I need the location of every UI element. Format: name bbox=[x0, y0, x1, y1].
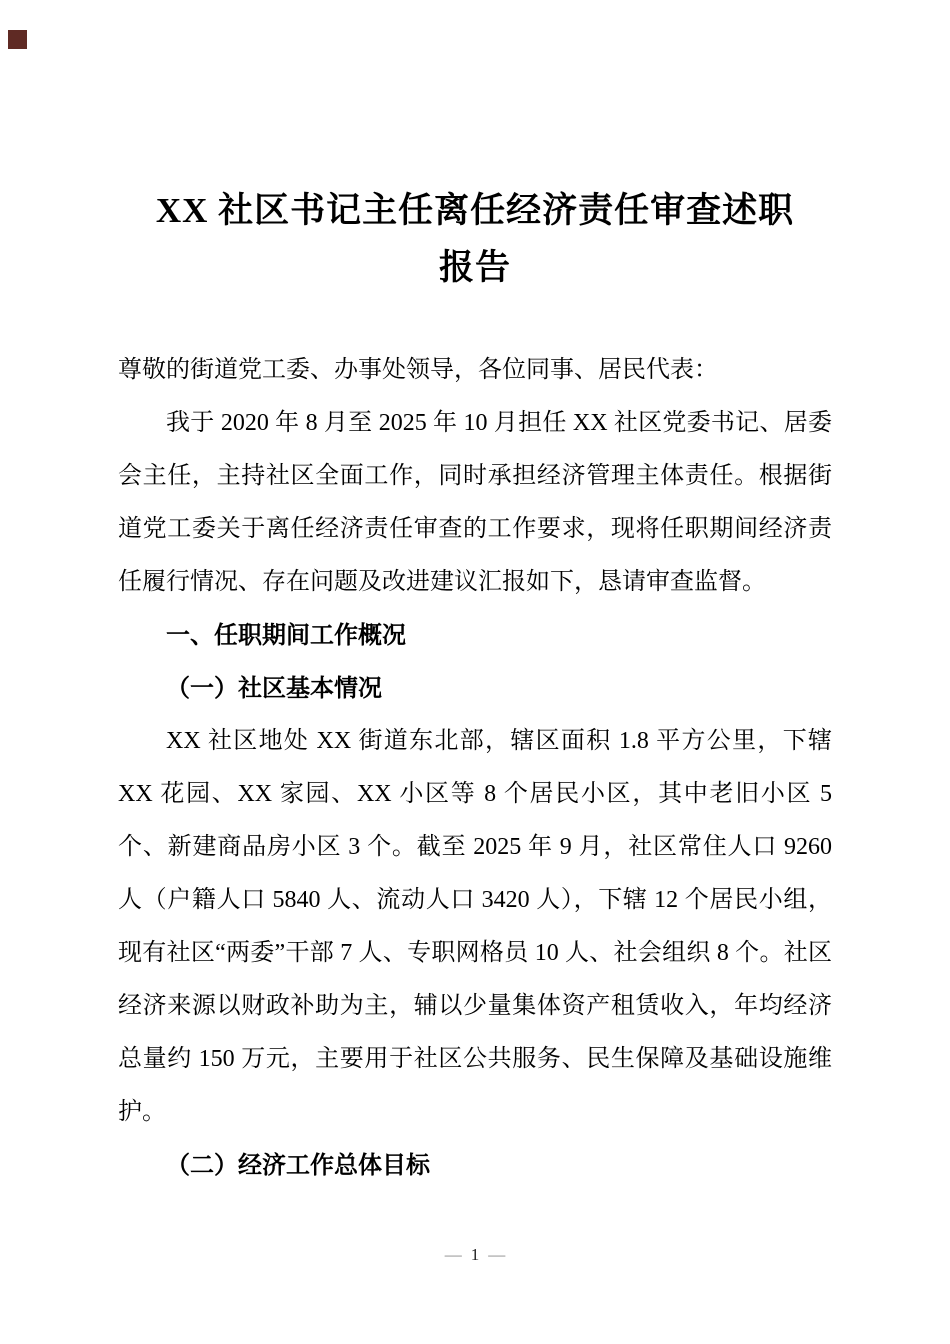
section-1-1-heading: （一）社区基本情况 bbox=[166, 675, 382, 702]
corner-mark bbox=[8, 30, 27, 49]
page-content bbox=[118, 0, 832, 1192]
footer-dash-right: — bbox=[488, 1245, 506, 1264]
document-title bbox=[118, 182, 832, 296]
section-1-heading: 一、任职期间工作概况 bbox=[166, 622, 406, 649]
footer-dash-left: — bbox=[444, 1245, 462, 1264]
document-body bbox=[118, 344, 832, 1192]
section-1-2-heading: （二）经济工作总体目标 bbox=[166, 1152, 430, 1179]
title-line-2: 报告 bbox=[438, 248, 511, 287]
page-number: 1 bbox=[470, 1245, 480, 1264]
section-1-1-body: XX 社区地处 XX 街道东北部，辖区面积 1.8 平方公里，下辖 XX 花园、XX 家园、XX 小区等 8 个居民小区，其中老旧小区 5 个、新建商品房小区 3 个。截至 2025 年 9 月，社区常住人口 9260 人（户籍人口 5840 人、流动人口 3420 人），下辖 12 个居民小组，现有社区“两委”干部 7 人、专职网格员 10 人、社会组织 8 个。社区经济来源以财政补助为主，辅以少量集体资产租赁收入，年均经济总量约 150 万元，主要用于社区公共服务、民生保障及基础设施维护。 bbox=[118, 728, 832, 1125]
intro-paragraph: 我于 2020 年 8 月至 2025 年 10 月担任 XX 社区党委书记、居委会主任，主持社区全面工作，同时承担经济管理主体责任。根据街道党工委关于离任经济责任审查的工作要求，现将任职期间经济责任履行情况、存在问题及改进建议汇报如下，恳请审查监督。 bbox=[118, 410, 832, 595]
title-line-1: XX 社区书记主任离任经济责任审查述职 bbox=[155, 191, 795, 230]
salutation: 尊敬的街道党工委、办事处领导，各位同事、居民代表： bbox=[118, 357, 718, 383]
page-footer bbox=[0, 1240, 950, 1270]
